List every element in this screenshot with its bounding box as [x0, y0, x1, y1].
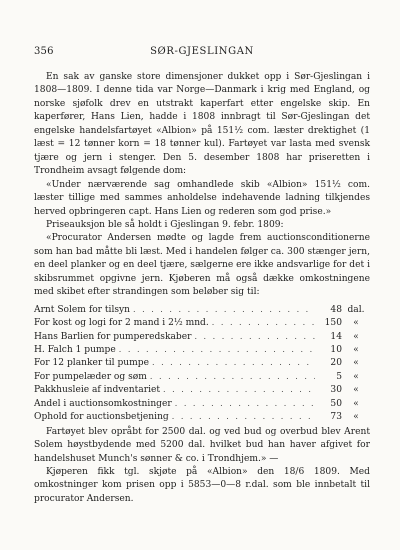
cost-unit: «: [353, 371, 359, 382]
paragraph: «Procurator Andersen mødte og lagde frem auctionsconditionerne som han bad måtte bli læst. Med i handelen følger ca. 300 stænger jern, en deel planker og en deel tjære, sælgerne ere ikke andsvarlige for det i skibsrummet opgivne jern. Kjøberen må også dække omkostningene med skibet efter strandingen som beløber sig til:: [34, 233, 370, 298]
cost-row: [34, 343, 370, 356]
cost-row: [34, 330, 370, 343]
page-header: [34, 46, 370, 60]
cost-unit: «: [353, 398, 359, 409]
cost-amount: 73: [330, 412, 342, 423]
cost-label: For pumpelæder og søm: [34, 371, 147, 382]
cost-list: [34, 303, 370, 424]
cost-amount: 150: [324, 318, 342, 329]
cost-amount: 48: [330, 304, 342, 315]
cost-row: [34, 410, 370, 423]
cost-row: [34, 397, 370, 410]
dot-leader: [172, 410, 315, 423]
cost-row: [34, 303, 370, 316]
paragraph: «Under nærværende sag omhandlede skib «Albion» 151½ com. læster tillige med sammes anholdelse indehavende ladning tilkjendes herved opbringeren capt. Hans Lien og rederen som god prise.»: [34, 179, 370, 217]
page-body: [34, 71, 370, 506]
cost-unit: «: [353, 345, 359, 356]
cost-amount: 14: [330, 331, 342, 342]
cost-row: [34, 356, 370, 369]
cost-label: Hans Barlien for pumperedskaber: [34, 331, 192, 342]
page-number: 356: [34, 46, 54, 57]
cost-unit: «: [353, 385, 359, 396]
dot-leader: [152, 356, 315, 369]
paragraph: Priseauksjon ble så holdt i Gjeslingan 9. febr. 1809:: [46, 219, 284, 230]
dot-leader: [194, 330, 315, 343]
dot-leader: [212, 316, 315, 329]
cost-label: H. Falch 1 pumpe: [34, 345, 116, 356]
cost-row: [34, 316, 370, 329]
paragraph: En sak av ganske store dimensjoner dukket opp i Sør-Gjeslingan i 1808—1809. I denne tida var Norge—Danmark i krig med England, og norske sjøfolk drev en utstrakt kaperfart etter engelske skip. En kaperfører, Hans Lien, hadde i 1808 innbragt til Sør-Gjeslingan det engelske handelsfartøyet «Albion» på 151½ com. læster drektighet (1 læst = 12 tønner korn = 18 tønner kul). Fartøyet var lasta med svensk tjære og jern i stenger. Den 5. desember 1808 har priseretten i Trondheim avsagt følgende dom:: [34, 72, 370, 177]
cost-amount: 20: [330, 358, 342, 369]
dot-leader: [150, 370, 315, 383]
cost-row: [34, 370, 370, 383]
cost-unit: «: [353, 331, 359, 342]
paragraph: Fartøyet blev opråbt for 2500 dal. og ved bud og overbud blev Arent Solem høystbydende med 5200 dal. hvilket bud han haver afgivet for handelshuset Munch's sønner & co. i Trondhjem.» —: [34, 426, 370, 464]
cost-row: [34, 383, 370, 396]
running-title: SØR-GJESLINGAN: [150, 46, 254, 57]
cost-label: Pakkhusleie af indventariet: [34, 385, 161, 396]
dot-leader: [119, 343, 315, 356]
dot-leader: [163, 383, 315, 396]
dot-leader: [175, 397, 315, 410]
paragraph: Kjøperen fikk tgl. skjøte på «Albion» den 18/6 1809. Med omkostninger kom prisen opp i 5853—0—8 r.dal. som ble innbetalt til procurator Andersen.: [34, 467, 370, 504]
cost-amount: 10: [330, 345, 342, 356]
cost-amount: 5: [336, 371, 342, 382]
cost-amount: 30: [330, 385, 342, 396]
cost-unit: «: [353, 358, 359, 369]
cost-label: Arnt Solem for tilsyn: [34, 304, 131, 315]
cost-label: Andel i auctionsomkostninger: [34, 398, 172, 409]
cost-label: Ophold for auctionsbetjening: [34, 412, 169, 423]
cost-unit: «: [353, 412, 359, 423]
cost-label: For kost og logi for 2 mand i 2½ mnd.: [34, 318, 209, 329]
cost-label: For 12 planker til pumpe: [34, 358, 149, 369]
dot-leader: [133, 303, 315, 316]
cost-unit: dal.: [347, 304, 365, 315]
cost-amount: 50: [330, 398, 342, 409]
cost-unit: «: [353, 318, 359, 329]
